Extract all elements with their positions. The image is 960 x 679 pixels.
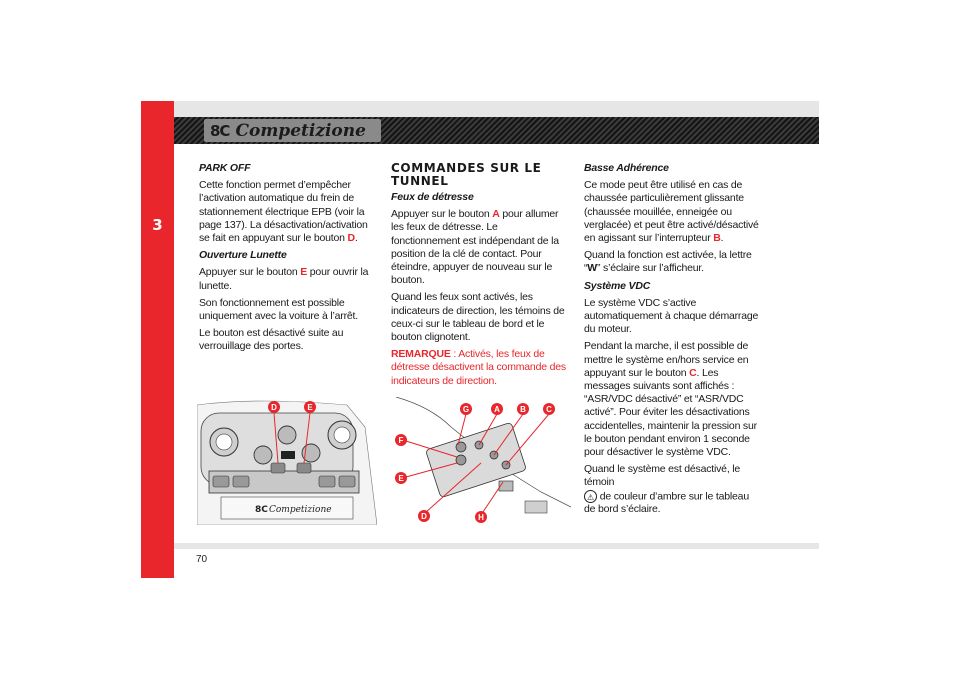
callout-c: C — [546, 405, 552, 414]
brand-logo — [204, 119, 381, 142]
basse-text: Ce mode peut être utilisé en cas de chaussée particulièrement glissante (chaussée mouillée, enneigée ou verglacée) et peut être activé/désactivé en agissant sur l’interrupteur B. — [584, 179, 759, 245]
vdc-text-2: Pendant la marche, il est possible de mettre le système en/hors service en appuyant sur le bouton C. Les messages suivants sont affichés : “ASR/VDC désactivé” et “ASR/VDC activé”. Pour éviter les désactivations accidentelles, maintenir la pression sur le bouton pendant environ 1 seconde pour désactiver le système VDC. — [584, 340, 757, 459]
section-title: COMMANDES SUR LE TUNNEL — [391, 161, 542, 188]
callout-b: B — [520, 405, 526, 414]
page-number: 70 — [196, 554, 208, 565]
callout-e2: E — [398, 474, 404, 483]
feux-text: Appuyer sur le bouton A pour allumer les feux de détresse. Le fonctionnement est indépendant de la position de la clé de contact. Pour éteindre, appuyer de nouveau sur le bouton. — [391, 208, 559, 287]
feux-text-2: Quand les feux sont activés, les indicateurs de direction, les témoins de ceux-ci sur le tableau de bord et le bouton clignotent. — [391, 291, 565, 344]
figure-dashboard — [197, 397, 377, 525]
button-e — [297, 463, 311, 473]
figure-logo-8c: 8C — [255, 505, 268, 515]
remarque-note: REMARQUE : Activés, les feux de détresse désactivent la commande des indicateurs de direction. — [391, 348, 566, 387]
callout-h: H — [478, 513, 484, 522]
callout-g: G — [462, 405, 470, 414]
callout-d: D — [271, 403, 277, 412]
callout-d2: D — [421, 512, 427, 521]
callout-e: E — [307, 403, 313, 412]
basse-heading: Basse Adhérence — [584, 162, 669, 174]
logo-8c: 8C — [210, 121, 230, 140]
vdc-warning-icon: ⚠ — [584, 490, 597, 503]
column-2 — [391, 162, 569, 392]
vdc-text-1: Le système VDC s’active automatiquement à chaque démarrage du moteur. — [584, 296, 759, 336]
park-off-heading: PARK OFF — [199, 162, 251, 174]
button-d — [271, 463, 285, 473]
callout-a: A — [494, 405, 500, 414]
logo-competizione: Competizione — [235, 120, 366, 141]
chapter-sidebar — [141, 101, 174, 578]
vdc-text-3: Quand le système est désactivé, le témoin ⚠ de couleur d’ambre sur le tableau de bord s’éclaire. — [584, 463, 749, 516]
lunette-text-3: Le bouton est désactivé suite au verrouillage des portes. — [199, 327, 344, 353]
button-strip — [209, 471, 359, 493]
top-bar — [174, 101, 819, 117]
figure-logo-script: Competizione — [269, 505, 332, 515]
knob-left-icon — [254, 446, 272, 464]
column-3 — [584, 162, 762, 520]
park-off-text: Cette fonction permet d’empêcher l’activation automatique du frein de stationnement électrique EPB (voir la page 137). La désactivation/activation se fait en appuyant sur le bouton D. — [199, 179, 368, 245]
lunette-text-2: Son fonctionnement est possible uniquement avec la voiture à l’arrêt. — [199, 296, 358, 323]
header-banner — [174, 117, 819, 144]
bottom-bar — [174, 543, 819, 549]
basse-text-2: Quand la fonction est activée, la lettre “W” s’éclaire sur l’afficheur. — [584, 249, 752, 275]
chapter-number: 3 — [152, 216, 163, 234]
callout-f: F — [398, 436, 404, 445]
lunette-text: Appuyer sur le bouton E pour ouvrir la lunette. — [199, 266, 369, 292]
column-1 — [199, 162, 377, 358]
figure-tunnel — [391, 397, 571, 525]
knob-icon — [278, 426, 296, 444]
feux-heading: Feux de détresse — [391, 191, 474, 203]
vdc-heading: Système VDC — [584, 279, 651, 292]
lunette-heading: Ouverture Lunette — [199, 249, 287, 262]
